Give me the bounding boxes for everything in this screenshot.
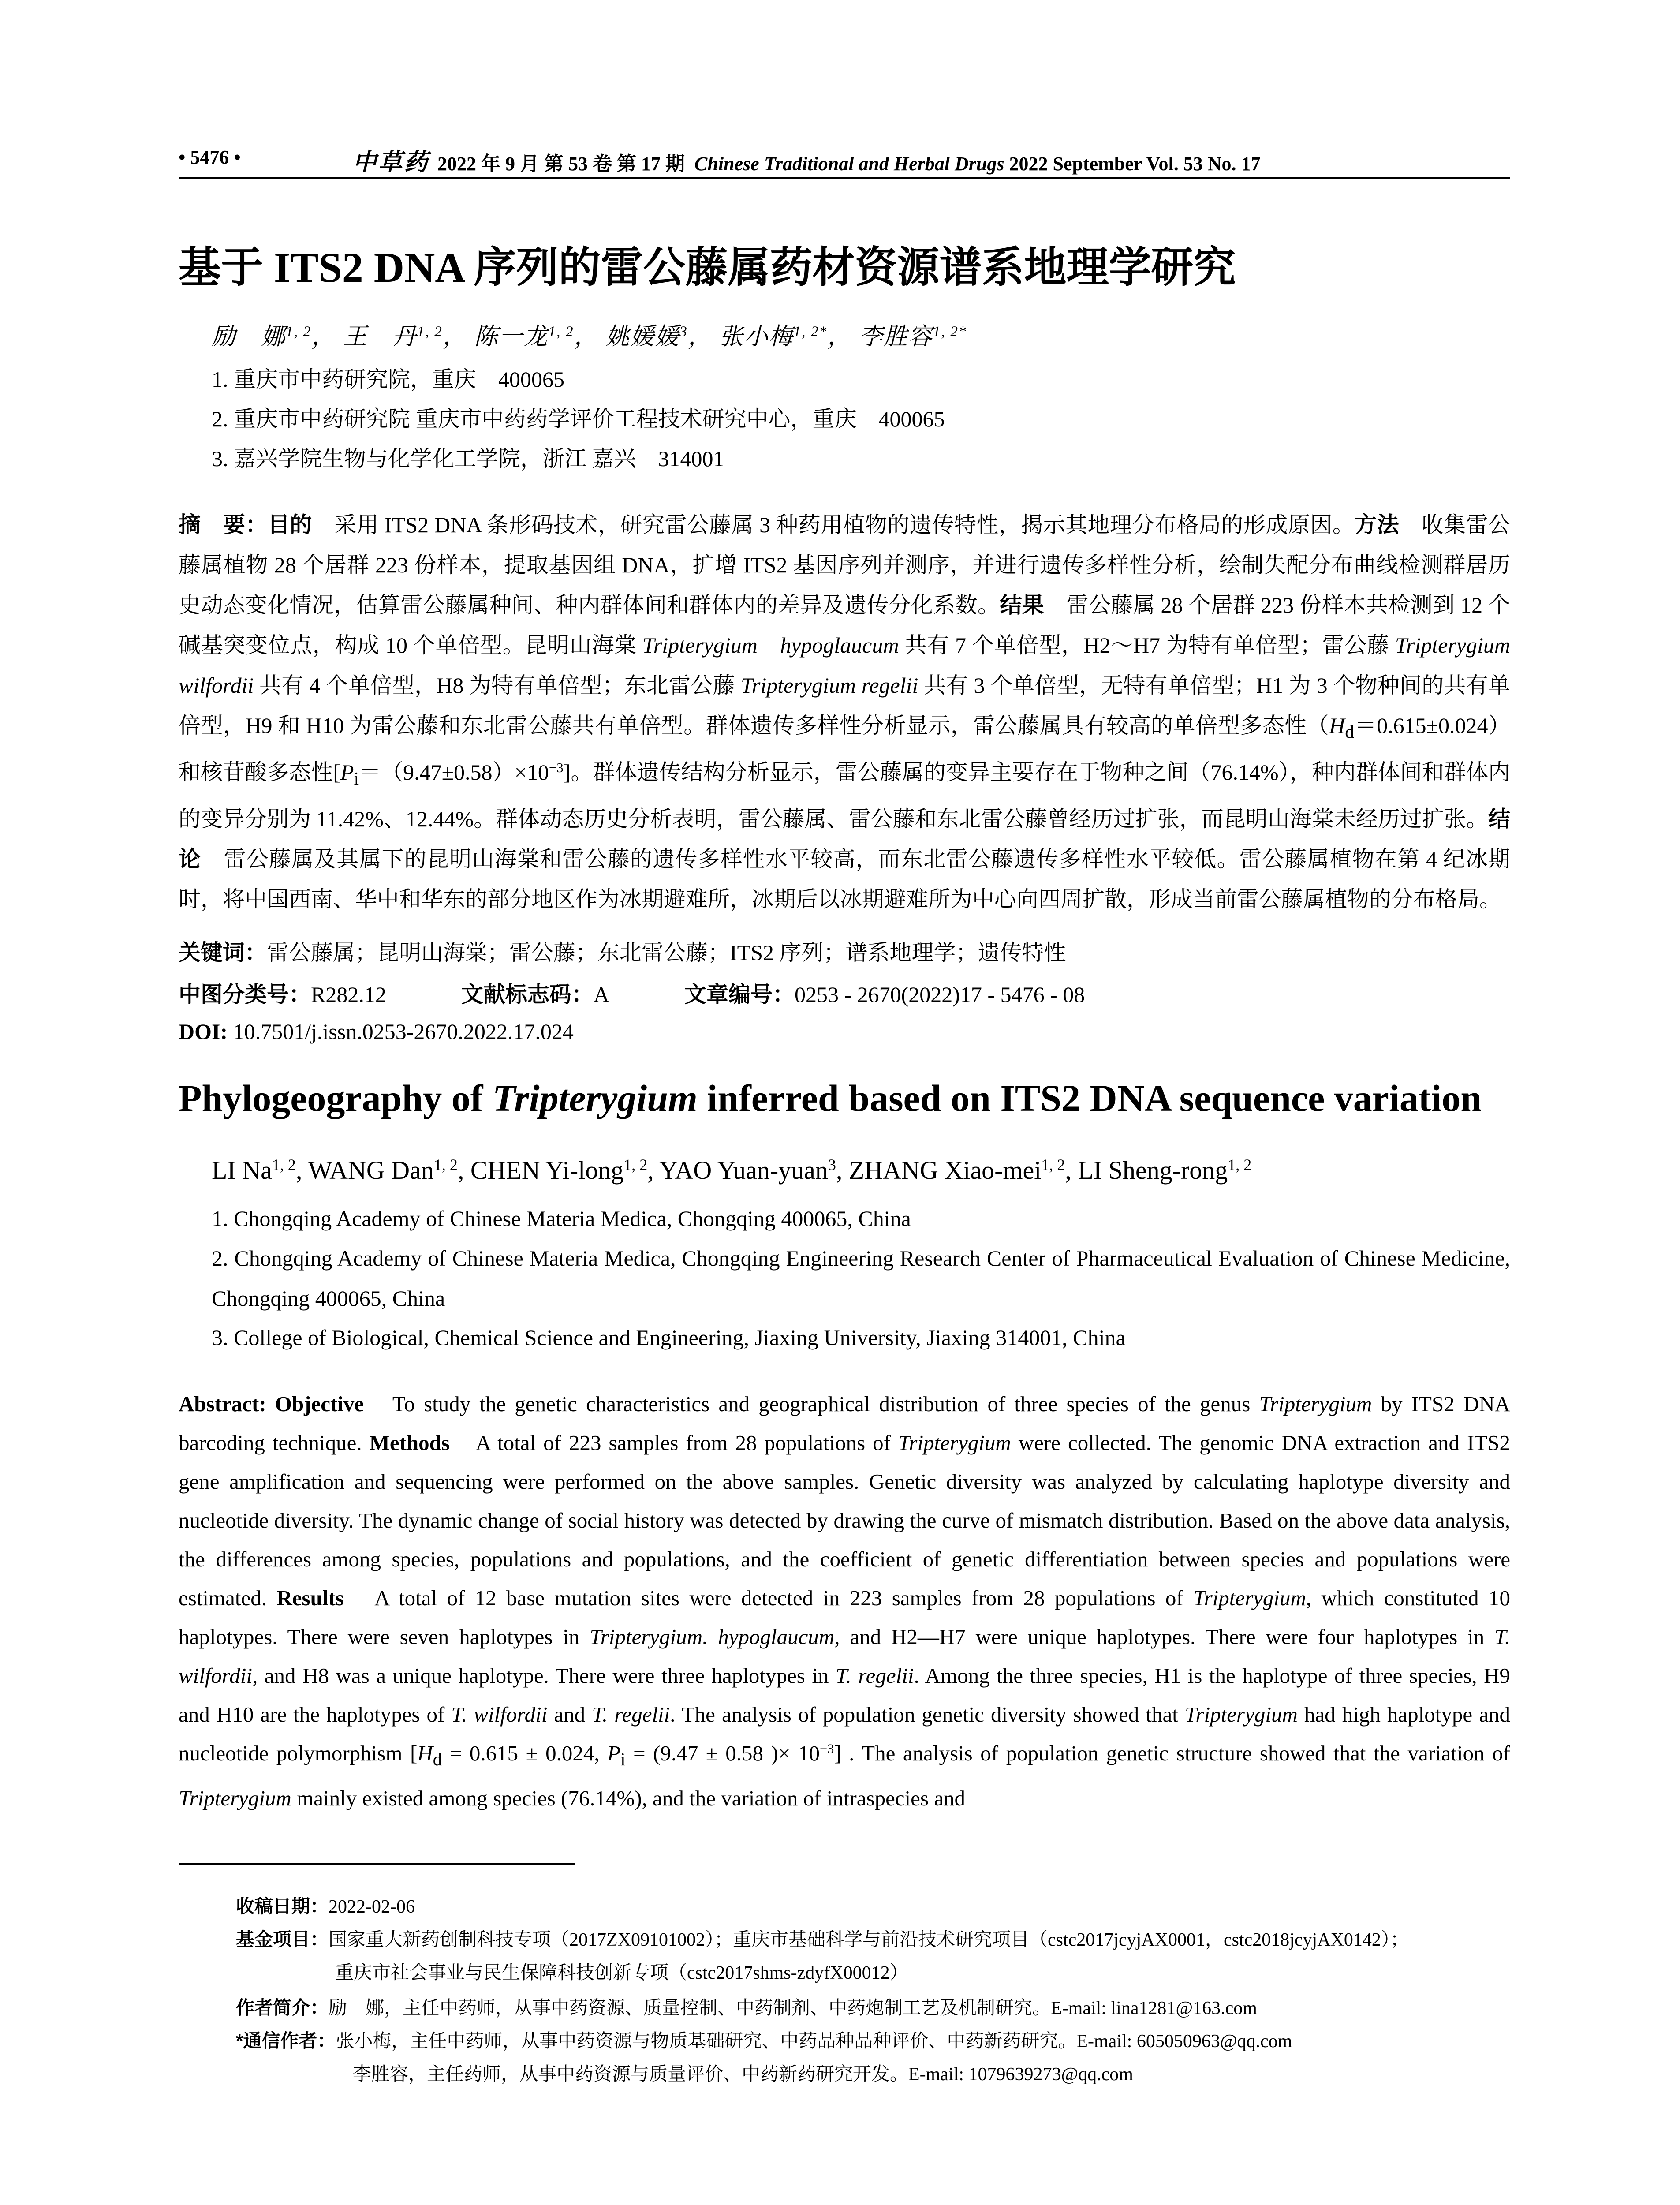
header-rule: [179, 177, 1510, 179]
author-cn: 陈一龙$^{1, 2}$，: [474, 323, 599, 350]
author-cn: 王 丹$^{1, 2}$，: [343, 323, 467, 350]
footnote-author: 作者简介：励 娜，主任中药师，从事中药资源、质量控制、中药制剂、中药炮制工艺及机制研究。E-mail: lina1281@163.com: [236, 1997, 1257, 2018]
affiliation-cn-3: 3. 嘉兴学院生物与化学化工学院，浙江 嘉兴 314001: [212, 446, 724, 471]
abstract-label-en: Abstract: Objective: [179, 1392, 364, 1416]
author-cn: 张小梅$^{1, 2*}$，: [719, 323, 852, 350]
affiliation-en-2: 2. Chongqing Academy of Chinese Materia Medica, Chongqing Engineering Research Center of Pharmaceutical Evaluation of Chinese Medicine, Chongqing 400065, China: [212, 1246, 1510, 1311]
issue-en: 2022 September Vol. 53 No. 17: [1009, 153, 1261, 175]
footnote-corresponding: *通信作者：张小梅，主任中药师，从事中药资源与物质基础研究、中药品种品种评价、中药新药研究。E-mail: 605050963@qq.com: [236, 2030, 1292, 2052]
footnote-fund-cont: 重庆市社会事业与民生保障科技创新专项（cstc2017shms-zdyfX00012）: [335, 1963, 908, 1983]
page-number: • 5476 •: [179, 146, 241, 168]
authors-cn: [212, 318, 967, 351]
author-cn: 励 娜$^{1, 2}$，: [212, 323, 336, 350]
footnote-received: 收稿日期：2022-02-06: [236, 1896, 415, 1917]
affiliation-cn-2: 2. 重庆市中药研究院 重庆市中药药学评价工程技术研究中心，重庆 400065: [212, 407, 945, 431]
author-cn: 姚媛媛$^3$，: [605, 323, 713, 350]
author-cn: 李胜容$^{1, 2*}$: [859, 323, 967, 350]
authors-en: LI Na$^{1, 2}$, WANG Dan$^{1, 2}$, CHEN Yi-long$^{1, 2}$, YAO Yuan-yuan$^3$, ZHANG Xiao-mei$^{1, 2}$, LI Sheng-rong$^{1, 2}$: [212, 1156, 1252, 1185]
classification-line: 中图分类号：R282.12 文献标志码：A 文章编号：0253 - 2670(2022)17 - 5476 - 08: [179, 982, 1085, 1007]
doi-line: DOI: 10.7501/j.issn.0253-2670.2022.17.024: [179, 1019, 574, 1044]
title-en: Phylogeography of Tripterygium inferred based on ITS2 DNA sequence variation: [179, 1077, 1482, 1119]
journal-logo-cn: 中草药: [353, 149, 429, 176]
issue-cn: 2022 年 9 月 第 53 卷 第 17 期: [437, 153, 685, 175]
affiliation-en-3: 3. College of Biological, Chemical Science and Engineering, Jiaxing University, Jiaxing 314001, China: [212, 1325, 1126, 1350]
running-header: [179, 143, 1510, 179]
journal-name-en: Chinese Traditional and Herbal Drugs: [694, 153, 1004, 175]
abstract-cn: 摘 要：目的 采用 ITS2 DNA 条形码技术，研究雷公藤属 3 种药用植物的遗传特性，揭示其地理分布格局的形成原因。方法 收集雷公藤属植物 28 个居群 223 份样本，提取基因组 DNA，扩增 ITS2 基因序列并测序，并进行遗传多样性分析，绘制失配分布曲线检测群居历史动态变化情况，估算雷公藤属种间、种内群体间和群体内的差异及遗传分化系数。结果 雷公藤属 28 个居群 223 份样本共检测到 12 个碱基突变位点，构成 10 个单倍型。昆明山海棠 Tripterygium hypoglaucum 共有 7 个单倍型，H2～H7 为特有单倍型；雷公藤 Tripterygium wilfordii 共有 4 个单倍型，H8 为特有单倍型；东北雷公藤 Tripterygium regelii 共有 3 个单倍型，无特有单倍型；H1 为 3 个物种间的共有单倍型，H9 和 H10 为雷公藤和东北雷公藤共有单倍型。群体遗传多样性分析显示，雷公藤属具有较高的单倍型多态性$(H_d=0.615\pm 0.024)$和核苷酸多态性$[P_i=(9.47\pm 0.58)\times 10^{-3}]$。群体遗传结构分析显示，雷公藤属的变异主要存在于物种之间（76.14%），种内群体间和群体内的变异分别为 11.42%、12.44%。群体动态历史分析表明，雷公藤属、雷公藤和东北雷公藤曾经历过扩张，而昆明山海棠未经历过扩张。结论 雷公藤属及其属下的昆明山海棠和雷公藤的遗传多样性水平较高，而东北雷公藤遗传多样性水平较低。雷公藤属植物在第 4 纪冰期时，将中国西南、华中和华东的部分地区作为冰期避难所，冰期后以冰期避难所为中心向四周扩散，形成当前雷公藤属植物的分布格局。: [179, 512, 1511, 912]
abstract-en: Abstract: Objective To study the genetic characteristics and geographical distribution of three species of the genus Tripterygium by ITS2 DNA barcoding technique. Methods A total of 223 samples from 28 populations of Tripterygium were collected. The genomic DNA extraction and ITS2 gene amplification and sequencing were performed on the above samples. Genetic diversity was analyzed by calculating haplotype diversity and nucleotide diversity. The dynamic change of social history was detected by drawing the curve of mismatch distribution. Based on the above data analysis, the differences among species, populations and populations, and the coefficient of genetic differentiation between species and populations were estimated. Results A total of 12 base mutation sites were detected in 223 samples from 28 populations of Tripterygium, which constituted 10 haplotypes. There were seven haplotypes in Tripterygium. hypoglaucum, and H2—H7 were unique haplotypes. There were four haplotypes in T. wilfordii, and H8 was a unique haplotype. There were three haplotypes in T. regelii. Among the three species, H1 is the haplotype of three species, H9 and H10 are the haplotypes of T. wilfordii and T. regelii. The analysis of population genetic diversity showed that Tripterygium had high haplotype and nucleotide polymorphism [$H_d = 0.615 \pm 0.024$, $P_i = (9.47 \pm 0.58$ )× $10^{-3}$] . The analysis of population genetic structure showed that the variation of Tripterygium mainly existed among species (76.14%), and the variation of intraspecies and: [179, 1392, 1510, 1810]
footnote-rule: [179, 1863, 575, 1865]
footnote-corresponding-2: 李胜容，主任药师，从事中药资源与质量评价、中药新药研究开发。E-mail: 1079639273@qq.com: [353, 2064, 1133, 2085]
journal-info: [353, 143, 1260, 177]
affiliation-cn-1: 1. 重庆市中药研究院，重庆 400065: [212, 367, 564, 392]
title-cn: 基于 ITS2 DNA 序列的雷公藤属药材资源谱系地理学研究: [179, 244, 1236, 291]
keywords-cn: 关键词：雷公藤属；昆明山海棠；雷公藤；东北雷公藤；ITS2 序列；谱系地理学；遗传特性: [179, 940, 1066, 965]
abstract-label-cn: 摘 要：: [179, 512, 268, 537]
affiliation-en-1: 1. Chongqing Academy of Chinese Materia Medica, Chongqing 400065, China: [212, 1206, 911, 1231]
footnote-fund: 基金项目：国家重大新药创制科技专项（2017ZX09101002）；重庆市基础科学与前沿技术研究项目（cstc2017jcyjAX0001，cstc2018jcyjAX0142）；: [236, 1929, 1409, 1950]
